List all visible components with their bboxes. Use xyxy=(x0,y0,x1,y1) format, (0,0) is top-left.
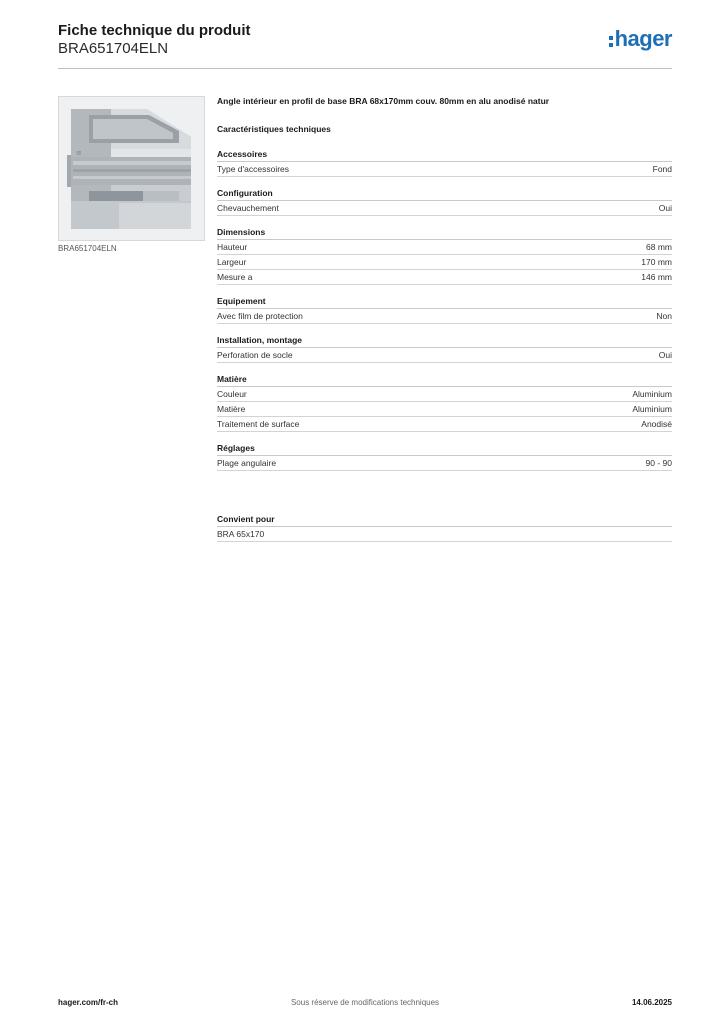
section-title: Accessoires xyxy=(217,148,672,162)
fits-item xyxy=(217,527,672,542)
section-title: Configuration xyxy=(217,187,672,201)
spec-row xyxy=(217,348,672,363)
page-footer xyxy=(58,998,672,1010)
spec-value: Anodisé xyxy=(641,419,672,429)
spec-section xyxy=(217,442,672,471)
spec-value: Fond xyxy=(652,164,672,174)
section-title: Installation, montage xyxy=(217,334,672,348)
page-header xyxy=(58,22,672,69)
spec-label: Hauteur xyxy=(217,242,248,252)
product-photo-icon xyxy=(58,96,205,241)
characteristics-title: Caractéristiques techniques xyxy=(217,124,331,134)
product-reference: BRA651704ELN xyxy=(58,40,169,57)
logo-text: hager xyxy=(614,26,672,51)
spec-row xyxy=(217,387,672,402)
spec-section xyxy=(217,148,672,177)
spec-label: Type d'accessoires xyxy=(217,164,290,174)
spec-label: Largeur xyxy=(217,257,247,267)
spec-row xyxy=(217,240,672,255)
spec-section xyxy=(217,334,672,363)
fits-section xyxy=(217,513,672,542)
footer-website-link[interactable]: hager.com/fr-ch xyxy=(58,998,119,1007)
spec-row xyxy=(217,162,672,177)
fits-list xyxy=(217,527,672,542)
section-title: Matière xyxy=(217,373,672,387)
spec-value: Non xyxy=(656,311,672,321)
spec-label: Traitement de surface xyxy=(217,419,300,429)
characteristics-sections xyxy=(217,148,672,471)
spec-row xyxy=(217,402,672,417)
spec-value: Oui xyxy=(658,350,672,360)
spec-row xyxy=(217,309,672,324)
section-title: Equipement xyxy=(217,295,672,309)
spec-label: Mesure a xyxy=(217,272,253,282)
spec-value: 68 mm xyxy=(646,242,672,252)
spec-value: Oui xyxy=(658,203,672,213)
svg-text:≡: ≡ xyxy=(76,149,82,157)
spec-label: Matière xyxy=(217,404,246,414)
spec-value: 90 - 90 xyxy=(645,458,672,468)
spec-section xyxy=(217,187,672,216)
page-title: Fiche technique du produit xyxy=(58,22,251,39)
spec-section xyxy=(217,373,672,432)
section-title: Convient pour xyxy=(217,513,672,527)
spec-value: 170 mm xyxy=(641,257,672,267)
spec-row xyxy=(217,201,672,216)
spec-label: Perforation de socle xyxy=(217,350,293,360)
spec-row xyxy=(217,456,672,471)
spec-label: Couleur xyxy=(217,389,247,399)
spec-value: 146 mm xyxy=(641,272,672,282)
product-description: Angle intérieur en profil de base BRA 68x170mm couv. 80mm en alu anodisé natur xyxy=(217,96,550,106)
spec-label: Plage angulaire xyxy=(217,458,277,468)
logo-colon-icon xyxy=(609,34,613,47)
spec-row xyxy=(217,417,672,432)
footer-notice: Sous réserve de modifications techniques xyxy=(290,998,440,1007)
hager-logo xyxy=(609,26,672,52)
technical-content xyxy=(217,96,672,481)
spec-label: Avec film de protection xyxy=(217,311,303,321)
section-title: Dimensions xyxy=(217,226,672,240)
fits-item-label: BRA 65x170 xyxy=(217,529,265,539)
spec-section xyxy=(217,226,672,285)
spec-section xyxy=(217,295,672,324)
spec-label: Chevauchement xyxy=(217,203,279,213)
image-caption: BRA651704ELN xyxy=(58,244,117,253)
footer-date: 14.06.2025 xyxy=(631,998,672,1007)
spec-value: Aluminium xyxy=(632,404,672,414)
section-title: Réglages xyxy=(217,442,672,456)
spec-row xyxy=(217,270,672,285)
spec-value: Aluminium xyxy=(632,389,672,399)
spec-row xyxy=(217,255,672,270)
